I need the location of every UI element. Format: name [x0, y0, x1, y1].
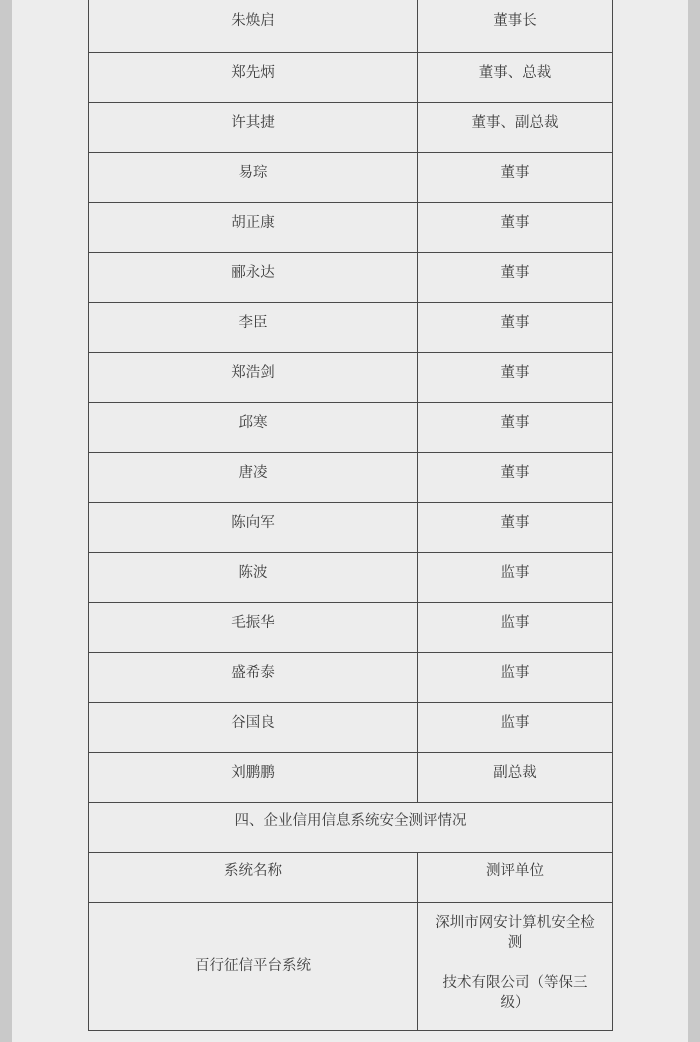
member-name: 郑先炳: [89, 52, 418, 102]
member-name: 盛希泰: [89, 652, 418, 702]
member-name: 朱焕启: [89, 0, 418, 52]
member-name: 毛振华: [89, 602, 418, 652]
table-row: [89, 102, 613, 152]
table-row: [89, 302, 613, 352]
line-gap: [418, 953, 612, 973]
member-title: 董事: [418, 152, 613, 202]
member-name: 易琮: [89, 152, 418, 202]
table-row: [89, 52, 613, 102]
evaluation-unit: [418, 902, 613, 1030]
member-name: 郑浩剑: [89, 352, 418, 402]
table-row: [89, 402, 613, 452]
member-title: 董事: [418, 252, 613, 302]
unit-line: 测: [507, 934, 523, 951]
member-name: 陈波: [89, 552, 418, 602]
table-header-row: [89, 852, 613, 902]
member-title: 监事: [418, 702, 613, 752]
table-row: [89, 552, 613, 602]
member-name: 刘鹏鹏: [89, 752, 418, 802]
member-title: 董事、副总裁: [418, 102, 613, 152]
member-name: 胡正康: [89, 202, 418, 252]
member-title: 董事、总裁: [418, 52, 613, 102]
member-name: 唐凌: [89, 452, 418, 502]
system-name: 百行征信平台系统: [89, 902, 418, 1030]
member-title: 监事: [418, 602, 613, 652]
table-row: [89, 652, 613, 702]
unit-line: 技术有限公司（等保三: [442, 974, 588, 991]
member-name: 郦永达: [89, 252, 418, 302]
section-heading-row: [89, 802, 613, 852]
document-page: [12, 0, 688, 1042]
table-row: [89, 202, 613, 252]
member-title: 监事: [418, 552, 613, 602]
column-header-system: 系统名称: [89, 852, 418, 902]
table-row: [89, 0, 613, 52]
table-row: [89, 502, 613, 552]
member-name: 李臣: [89, 302, 418, 352]
member-title: 董事: [418, 452, 613, 502]
member-title: 董事: [418, 502, 613, 552]
table-row: [89, 602, 613, 652]
member-title: 董事长: [418, 0, 613, 52]
unit-line: 级）: [500, 994, 530, 1011]
unit-line: 深圳市网安计算机安全检: [435, 914, 595, 931]
member-name: 陈向军: [89, 502, 418, 552]
member-title: 副总裁: [418, 752, 613, 802]
member-title: 监事: [418, 652, 613, 702]
member-title: 董事: [418, 352, 613, 402]
table-row: [89, 702, 613, 752]
info-table: [88, 0, 613, 1031]
section-heading: 四、企业信用信息系统安全测评情况: [89, 802, 613, 852]
member-name: 谷国良: [89, 702, 418, 752]
table-row: [89, 252, 613, 302]
table-row: [89, 752, 613, 802]
table-row: [89, 452, 613, 502]
member-name: 邱寒: [89, 402, 418, 452]
column-header-unit: 测评单位: [418, 852, 613, 902]
table-row: [89, 902, 613, 1030]
member-title: 董事: [418, 302, 613, 352]
member-title: 董事: [418, 402, 613, 452]
table-row: [89, 152, 613, 202]
member-name: 许其捷: [89, 102, 418, 152]
table-row: [89, 352, 613, 402]
member-title: 董事: [418, 202, 613, 252]
